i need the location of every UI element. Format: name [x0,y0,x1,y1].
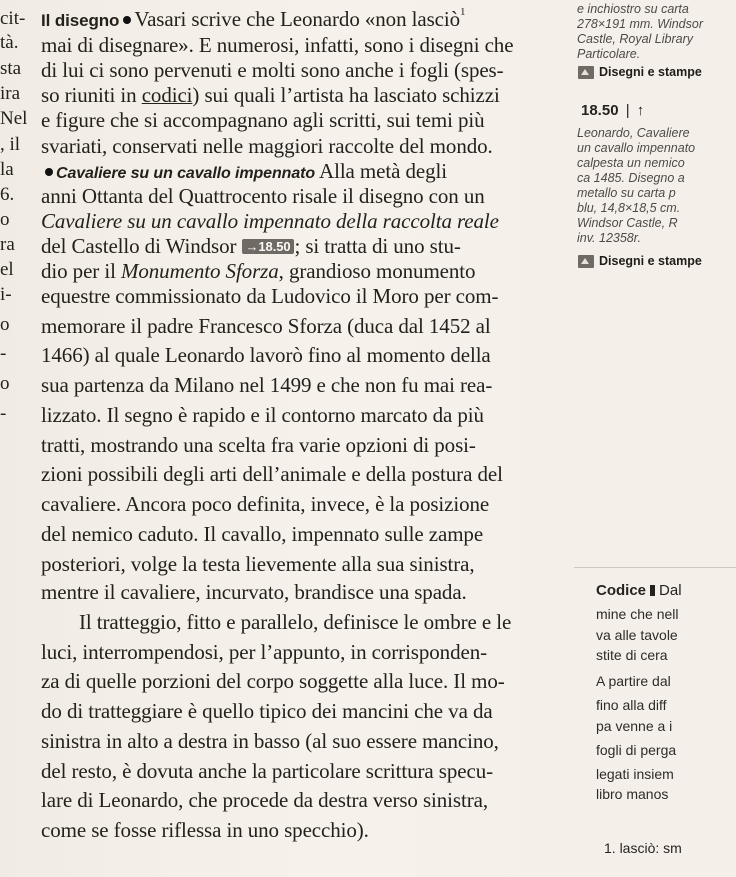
text-line: sinistra in alto a destra in basso (al suo essere mancino, [41,729,499,753]
text-line: come se fosse riflessa in uno specchio). [41,818,369,842]
caption-line: Particolare. [577,47,641,61]
text-line: mai di disegnare». E numerosi, infatti, sono i disegni che [41,33,514,57]
text-line: zioni possibili degli arti dell’animale e della postura del [41,462,503,486]
glossary-entry-codice [596,582,682,599]
arrow-up-icon: ↑ [636,102,645,119]
right-sidebar [574,0,736,877]
glossary-line: legati insiem [596,766,674,782]
gutter-line: Nel [0,108,28,129]
caption-line: Leonardo, Cavaliere [577,126,690,140]
text-line: del nemico caduto. Il cavallo, impennato sulle zampe [41,522,484,546]
text-line: tratti, mostrando una scelta fra varie opzioni di posi- [41,433,476,457]
left-gutter-text [0,0,40,877]
image-icon [578,255,594,268]
glossary-line: mine che nell [596,606,679,622]
text-line: posteriori, volge la testa lievemente alla sua sinistra, [41,552,475,576]
text-line [41,7,465,33]
text-line: sua partenza da Milano nel 1499 e che non fu mai rea- [41,373,493,397]
gutter-line: la [0,159,14,180]
main-text-column [41,0,616,877]
text-fragment: ) sui quali l’artista ha lasciato schizzi [192,83,500,107]
glossary-line: stite di cera [596,647,668,663]
square-icon [650,585,655,596]
glossary-text: Dal [659,582,682,599]
caption-line: metallo su carta p [577,186,676,200]
caption-line: blu, 14,8×18,5 cm. [577,201,681,215]
text-line: lare di Leonardo, che procede da destra verso sinistra, [41,788,488,812]
glossary-line: fino alla diff [596,697,667,713]
gutter-line: - [0,343,7,364]
glossary-term-codici: codici [141,83,193,107]
caption-line: un cavallo impennato [577,141,696,155]
resource-link-drawings[interactable] [578,65,702,79]
text-line: lizzato. Il segno è rapido e il contorno marcato da più [41,403,484,427]
text-line: cavaliere. Ancora poco definita, invece, è la posizione [41,492,490,516]
text-line: luci, interrompendosi, per l’appunto, in corrisponden- [41,640,487,664]
text-line: mentre il cavaliere, incurvato, brandisce una spada. [41,580,467,604]
caption-line: Castle, Royal Library [577,32,694,46]
glossary-term: Codice [596,582,647,599]
text-line [41,259,475,283]
text-fragment: so riuniti in [41,83,137,107]
text-line: do di tratteggiare è quello tipico dei mancini che va da [41,699,493,723]
caption-line: calpesta un nemico [577,156,685,170]
gutter-line: o [0,314,10,335]
text-line: za di quelle porzioni del corpo soggette alla luce. Il mo- [41,669,505,693]
figure-number [581,102,644,119]
gutter-line: tà. [0,32,19,53]
gutter-line: , il [0,134,21,155]
text-line: 1466) al quale Leonardo lavorò fino al momento della [41,343,491,367]
resource-link-label: Disegni e stampe [599,65,702,79]
gutter-line: o [0,373,10,394]
text-line: Il tratteggio, fitto e parallelo, definisce le ombre e le [79,610,512,634]
figure-number-value: 18.50 [581,102,619,119]
section-label-knight: Cavaliere su un cavallo impennato [56,165,316,182]
text-fragment: del Castello di Windsor [41,234,237,258]
section-label-drawing: Il disegno [41,11,120,30]
text-line: anni Ottanta del Quattrocento risale il disegno con un [41,184,485,208]
gutter-line: 6. [0,184,15,205]
glossary-line: libro manos [596,786,669,802]
gutter-line: ra [0,234,15,255]
gutter-line: - [0,403,7,424]
caption-line: 278×191 mm. Windsor [577,17,703,31]
caption-line: inv. 12358r. [577,231,641,245]
text-line: svariati, conservati nelle maggiori raccolte del mondo. [41,134,493,158]
gutter-line: cit- [0,8,26,29]
text-fragment: , grandioso monumento [278,259,476,283]
caption-line: ca 1485. Disegno a [577,171,685,185]
caption-line: e inchiostro su carta [577,2,689,16]
gutter-line: i- [0,284,12,305]
gutter-line: sta [0,58,22,79]
resource-link-drawings[interactable] [578,254,702,268]
text-line [41,159,447,186]
resource-link-label: Disegni e stampe [599,254,702,268]
bullet-dot-icon [45,168,53,176]
glossary-line: fogli di perga [596,742,677,758]
text-fragment: Alla metà degli [319,159,447,183]
text-fragment: Vasari scrive che Leonardo «non lasciò [134,7,461,31]
bullet-dot-icon [123,16,131,24]
footnote-reference: 1 [460,6,466,18]
figure-reference-badge[interactable]: →18.50 [242,239,295,254]
text-line: memorare il padre Francesco Sforza (duca dal 1452 al [41,314,491,338]
image-icon [578,66,594,79]
separator: | [625,102,630,119]
text-fragment: dio per il [41,259,116,283]
gutter-line: o [0,209,10,230]
text-line [41,234,461,258]
caption-line: Windsor Castle, R [577,216,678,230]
gutter-line: el [0,259,14,280]
text-line: e figure che si accompagnano agli scritti, sui temi più [41,108,485,132]
text-line: del resto, è dovuta anche la particolare scrittura specu- [41,759,494,783]
work-title-monumento: Monumento Sforza [120,259,279,283]
sidebar-divider [574,567,736,568]
text-line: equestre commissionato da Ludovico il Moro per com- [41,284,499,308]
footnote: 1. lasciò: sm [604,840,682,856]
gutter-line: ira [0,83,21,104]
text-line: Cavaliere su un cavallo impennato della raccolta reale [41,209,499,233]
glossary-line: pa venne a i [596,718,673,734]
text-line: di lui ci sono pervenuti e molti sono anche i fogli (spes- [41,58,504,82]
text-fragment: ; si tratta di uno stu- [294,234,461,258]
glossary-line: va alle tavole [596,627,678,643]
glossary-line: A partire dal [596,673,671,689]
text-line [41,83,500,107]
